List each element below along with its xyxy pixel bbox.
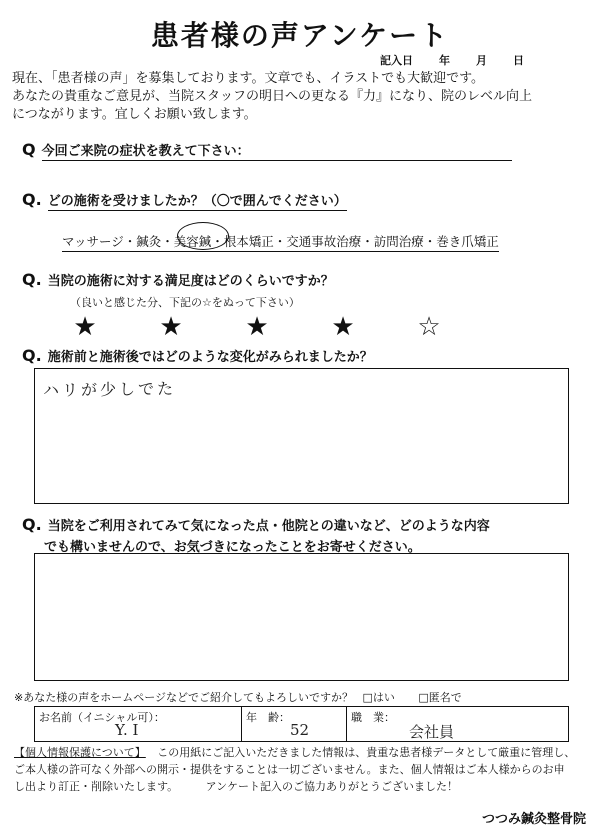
question-2-text: どの施術を受けましたか？（〇で囲んでください） <box>48 190 347 211</box>
date-month-label: 月 <box>476 54 487 67</box>
name-value: Y. I <box>115 721 139 739</box>
privacy-label: 【個人情報保護について】 <box>14 746 146 759</box>
treatment-options: マッサージ・鍼灸・美容鍼・根本矯正・交通事故治療・訪問治療・巻き爪矯正 <box>62 232 499 252</box>
question-1 <box>22 140 512 161</box>
question-5 <box>22 515 490 555</box>
respondent-info-table <box>34 706 569 742</box>
question-4-text: 施術前と施術後ではどのような変化がみられましたか？ <box>47 350 373 365</box>
question-3-text: 当院の施術に対する満足度はどのくらいですか？ <box>47 274 334 289</box>
job-label: 職 業： <box>351 711 395 724</box>
star-icon: ★ <box>331 312 355 342</box>
star-icon: ★ <box>159 312 183 342</box>
answer-box-q4[interactable] <box>34 368 569 504</box>
star-icon: ★ <box>245 312 269 342</box>
age-cell[interactable] <box>242 707 347 741</box>
answer-box-q5[interactable] <box>34 553 569 681</box>
clinic-name: つつみ鍼灸整骨院 <box>481 812 586 827</box>
question-marker: Q. <box>22 346 42 365</box>
consent-line <box>14 689 462 705</box>
intro-line-1: 現在、「患者様の声」を募集しております。文章でも、イラストでも大歓迎です。 <box>12 71 485 86</box>
name-cell[interactable] <box>35 707 242 741</box>
consent-question: ※あなた様の声をホームページなどでご紹介してもよろしいですか？ <box>14 691 353 704</box>
privacy-line-2: ご本人様の許可なく外部への開示・提供をすることは一切ございません。また、個人情報はご本人様からのお申 <box>14 763 565 776</box>
handwritten-answer: ハリが少しでた <box>42 379 177 400</box>
question-marker: Q. <box>22 515 42 534</box>
question-3 <box>22 270 334 289</box>
question-5-line-2: でも構いませんので、お気づきになったことをお寄せください。 <box>44 540 421 555</box>
job-cell[interactable] <box>347 707 568 741</box>
rating-note: （良いと感じた分、下記の☆をぬって下さい） <box>70 296 300 309</box>
question-2 <box>22 190 347 211</box>
date-entry-label: 記入日 <box>380 54 413 67</box>
date-day-label: 日 <box>513 54 524 67</box>
consent-yes-option[interactable]: □はい <box>362 691 395 704</box>
question-5-line-1: 当院をご利用されてみて気になった点・他院との違いなど、どのような内容 <box>47 519 490 534</box>
privacy-notice <box>14 744 575 795</box>
date-year-label: 年 <box>439 54 450 67</box>
question-4 <box>22 346 373 365</box>
star-icon: ☆ <box>417 312 441 342</box>
intro-line-2: あなたの貴重なご意見が、当院スタッフの明日への更なる『力』になり、院のレベル向上 <box>12 89 533 104</box>
selected-option-circle <box>177 222 229 250</box>
consent-anonymous-option[interactable]: □匿名で <box>418 691 462 704</box>
page-title: 患者様の声アンケート <box>150 19 450 52</box>
name-label: お名前（イニシャル可）： <box>39 711 165 724</box>
question-marker: Q. <box>22 270 42 289</box>
question-1-text: 今回ご来院の症状を教えて下さい： <box>42 140 512 161</box>
date-entry-line <box>380 52 524 68</box>
intro-line-3: につながります。宜しくお願い致します。 <box>12 107 257 122</box>
job-value: 会社員 <box>409 723 455 741</box>
privacy-line-3: し出より訂正・削除いたします。 <box>14 780 179 793</box>
age-label: 年 齢： <box>246 711 290 724</box>
thanks-message: アンケート記入のご協力ありがとうございました！ <box>205 780 458 793</box>
intro-text <box>12 70 592 124</box>
star-icon: ★ <box>73 312 97 342</box>
age-value: 52 <box>290 721 310 739</box>
privacy-line-1: この用紙にご記入いただきました情報は、貴重な患者様データとして厳重に管理し、 <box>157 746 576 759</box>
star-rating <box>42 314 472 340</box>
question-marker: Q <box>22 140 36 159</box>
question-marker: Q. <box>22 190 42 209</box>
